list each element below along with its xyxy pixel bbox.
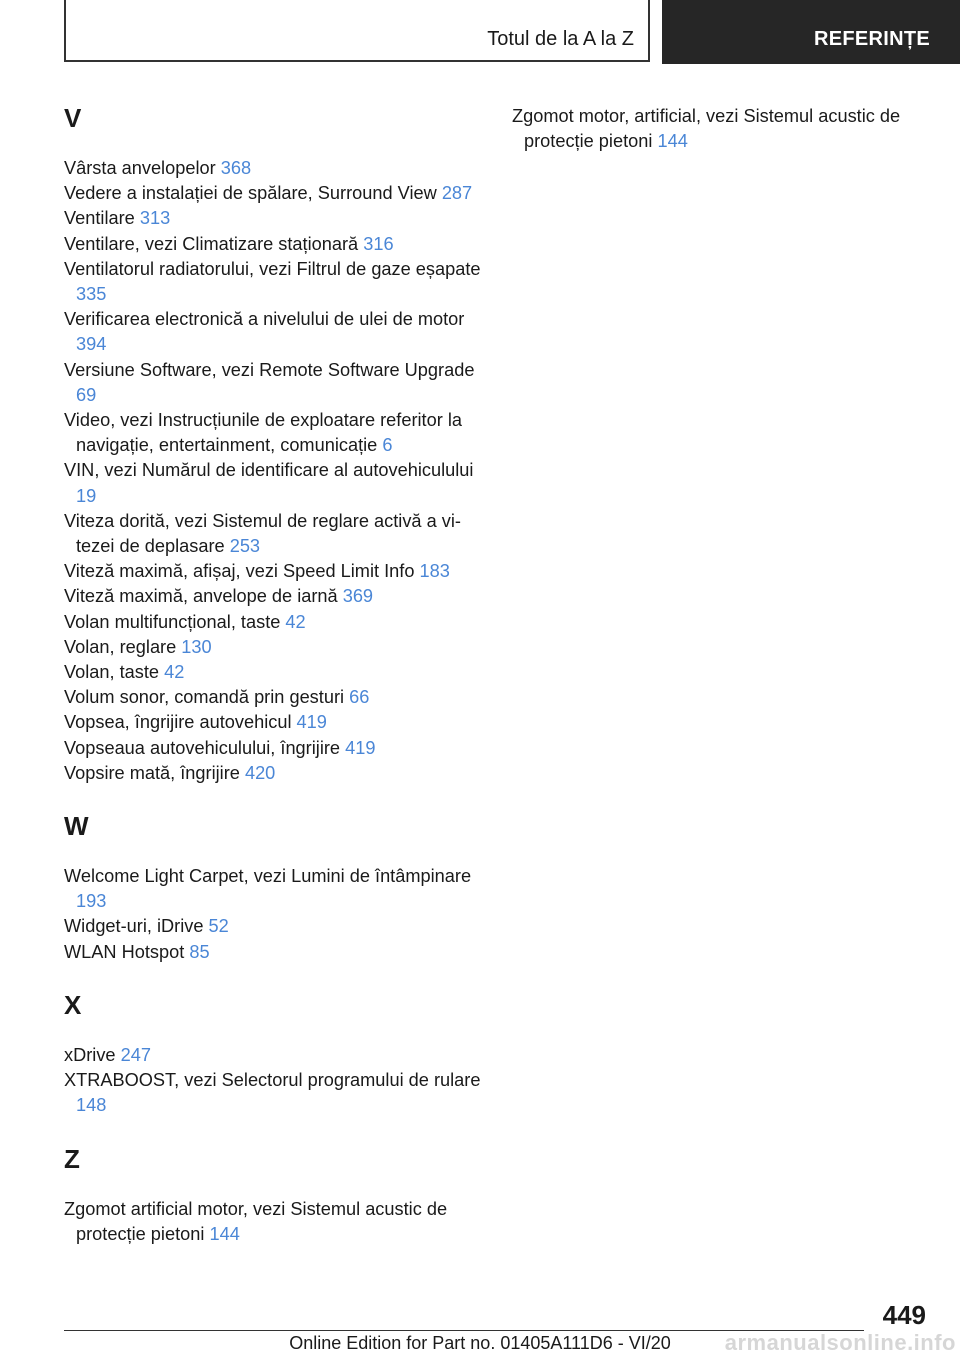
index-entry[interactable]: Viteza dorită, vezi Sistemul de reglare activă a vitezei de deplasare 253 <box>64 510 461 557</box>
index-section-x <box>64 987 484 1119</box>
page-link[interactable]: 419 <box>296 712 327 733</box>
section-letter: V <box>64 103 82 133</box>
index-entry[interactable]: Welcome Light Carpet, vezi Lumini de întâmpinare 193 <box>64 866 472 912</box>
page-link[interactable]: 42 <box>164 662 185 683</box>
page-link[interactable]: 394 <box>76 334 107 355</box>
index-left-column <box>64 100 484 1269</box>
section-title: Totul de la A la Z <box>487 28 634 50</box>
index-entry[interactable]: Verificarea electronică a nivelului de ulei de motor 394 <box>64 309 465 355</box>
page-link[interactable]: 247 <box>120 1044 151 1065</box>
section-letter: Z <box>64 1143 80 1174</box>
page-link[interactable]: 130 <box>181 636 212 657</box>
index-entry[interactable]: xDrive 247 <box>64 1044 151 1065</box>
page-number: 449 <box>882 1300 926 1330</box>
index-section-w <box>64 808 484 965</box>
index-entry[interactable]: Ventilatorul radiatorului, vezi Filtrul de gaze eșapate 335 <box>64 258 481 305</box>
index-entry[interactable]: Volan, reglare 130 <box>64 636 212 657</box>
index-entry[interactable]: Volum sonor, comandă prin gesturi 66 <box>64 687 370 708</box>
chapter-tab <box>662 0 960 64</box>
index-entry[interactable]: Viteză maximă, afișaj, vezi Speed Limit Info 183 <box>64 561 450 582</box>
section-letter: W <box>64 811 89 842</box>
page-link[interactable]: 193 <box>76 891 107 912</box>
page-link[interactable]: 85 <box>189 941 210 962</box>
page-link[interactable]: 253 <box>229 536 261 557</box>
index-entry[interactable]: Vedere a instalației de spălare, Surround View 287 <box>64 183 473 204</box>
page-link[interactable]: 287 <box>441 183 473 204</box>
page-link[interactable]: 420 <box>244 762 276 783</box>
index-entry[interactable]: XTRABOOST, vezi Selectorul programului de rulare 148 <box>64 1070 481 1116</box>
page-link[interactable]: 19 <box>76 485 97 506</box>
index-entry[interactable]: Widget-uri, iDrive 52 <box>64 916 229 937</box>
index-section-z <box>64 1141 484 1247</box>
section-tab <box>64 0 650 62</box>
page-link[interactable]: 335 <box>76 284 107 305</box>
page-link[interactable]: 69 <box>76 384 97 405</box>
watermark: armanualsonline.info <box>724 1330 956 1355</box>
index-entry[interactable]: WLAN Hotspot 85 <box>64 941 210 962</box>
index-entry[interactable]: Zgomot artificial motor, vezi Sistemul acustic de protecție pietoni 144 <box>64 1198 448 1244</box>
index-entry[interactable]: Vopsea, îngrijire autovehicul 419 <box>64 712 327 733</box>
page-link[interactable]: 6 <box>382 435 393 456</box>
page-link[interactable]: 148 <box>76 1095 107 1116</box>
index-entry[interactable]: VIN, vezi Numărul de identificare al autovehiculului 19 <box>64 460 474 506</box>
index-right-column <box>512 100 932 154</box>
page-link[interactable]: 419 <box>345 737 376 758</box>
page-link[interactable]: 368 <box>220 158 252 178</box>
index-entry[interactable]: Volan, taste 42 <box>64 662 185 683</box>
page-link[interactable]: 52 <box>208 916 229 937</box>
index-entry[interactable]: Video, vezi Instrucțiunile de exploatare referitor la navigație, entertainment, comunicație 6 <box>64 410 462 456</box>
index-entry[interactable]: Vopseaua autovehiculului, îngrijire 419 <box>64 737 376 758</box>
page-link[interactable]: 316 <box>363 233 394 254</box>
page-link[interactable]: 42 <box>285 611 306 632</box>
page-link[interactable]: 369 <box>342 586 374 607</box>
page-link[interactable]: 144 <box>657 131 688 152</box>
page-link[interactable]: 66 <box>349 687 370 708</box>
section-letter: X <box>64 989 82 1020</box>
page-link[interactable]: 144 <box>209 1223 240 1244</box>
index-entry[interactable]: Versiune Software, vezi Remote Software Upgrade 69 <box>64 359 475 405</box>
index-entry[interactable]: Vârsta anvelopelor 368 <box>64 158 252 178</box>
index-entry[interactable]: Ventilare, vezi Climatizare staționară 316 <box>64 233 394 254</box>
page-header <box>0 0 960 66</box>
index-entry[interactable]: Vopsire mată, îngrijire 420 <box>64 762 276 783</box>
edition-footer: Online Edition for Part no. 01405A111D6 - VI/20 <box>289 1333 671 1353</box>
index-entry[interactable]: Volan multifuncțional, taste 42 <box>64 611 306 632</box>
index-entry[interactable]: Ventilare 313 <box>64 208 171 229</box>
page-link[interactable]: 183 <box>419 561 450 582</box>
index-entry[interactable]: Viteză maximă, anvelope de iarnă 369 <box>64 586 374 607</box>
index-entry[interactable]: Zgomot motor, artificial, vezi Sistemul acustic de protecție pietoni 144 <box>512 106 901 152</box>
page-link[interactable]: 313 <box>139 208 171 229</box>
chapter-title: REFERINȚE <box>814 28 931 50</box>
index-section-v <box>64 100 484 786</box>
